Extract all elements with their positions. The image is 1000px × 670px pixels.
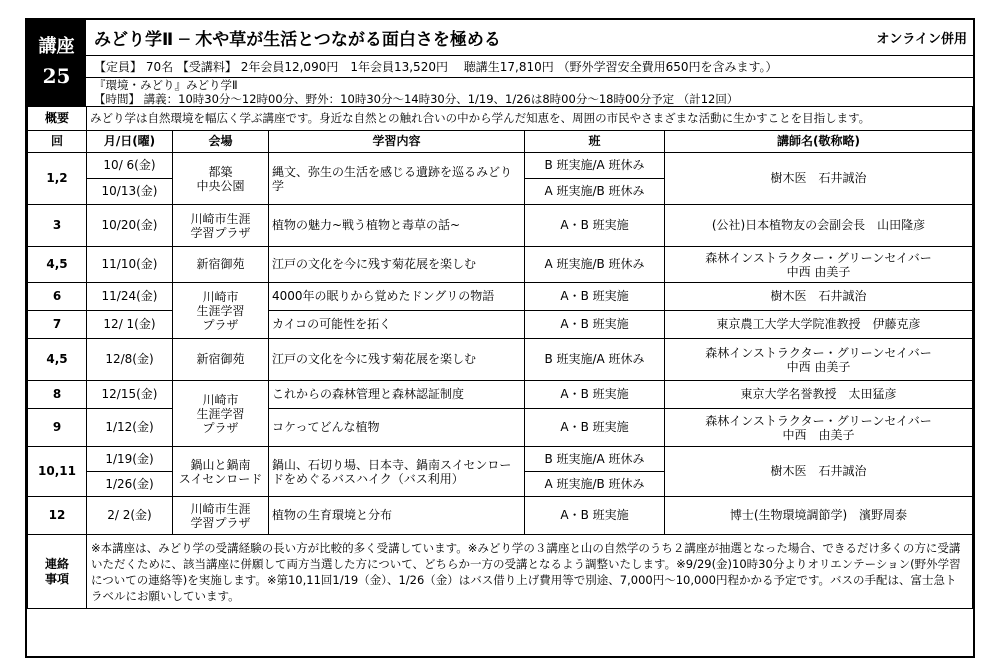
session-class: B 班実施/A 班休み — [525, 339, 665, 381]
session-date: 1/12(金) — [87, 409, 173, 447]
session-class: A・B 班実施 — [525, 205, 665, 247]
table-row — [28, 205, 973, 247]
session-no: 1,2 — [28, 153, 87, 205]
session-venue: 都築 中央公園 — [173, 153, 269, 205]
session-lecturer: 東京農工大学大学院准教授 伊藤克彦 — [665, 311, 973, 339]
session-content: 江戸の文化を今に残す菊花展を楽しむ — [269, 339, 525, 381]
session-lecturer: 森林インストラクター・グリーンセイバー 中西 由美子 — [665, 409, 973, 447]
session-lecturer: 森林インストラクター・グリーンセイバー 中西 由美子 — [665, 339, 973, 381]
session-class: A・B 班実施 — [525, 381, 665, 409]
session-no: 12 — [28, 497, 87, 535]
session-content: 植物の魅力~戦う植物と毒草の話~ — [269, 205, 525, 247]
session-no: 4,5 — [28, 339, 87, 381]
session-content: 植物の生育環境と分布 — [269, 497, 525, 535]
col-lecturer: 講師名(敬称略) — [665, 131, 973, 153]
session-date: 10/20(金) — [87, 205, 173, 247]
session-no: 4,5 — [28, 247, 87, 283]
session-class: A・B 班実施 — [525, 283, 665, 311]
session-date: 1/26(金) — [87, 472, 173, 497]
table-row — [28, 497, 973, 535]
info-block — [86, 78, 973, 106]
course-sheet — [25, 18, 975, 658]
summary-text: みどり学は自然環境を幅広く学ぶ講座です。身近な自然との触れ合いの中から学んだ知恵を、周囲の市民やさまざまな活動に生かすことを目指します。 — [87, 107, 973, 131]
session-content: コケってどんな植物 — [269, 409, 525, 447]
session-class: B 班実施/A 班休み — [525, 153, 665, 179]
session-date: 1/19(金) — [87, 447, 173, 472]
table-row — [28, 153, 973, 179]
col-venue: 会場 — [173, 131, 269, 153]
table-row — [28, 409, 973, 447]
session-venue: 新宿御苑 — [173, 339, 269, 381]
session-class: A 班実施/B 班休み — [525, 472, 665, 497]
session-no: 10,11 — [28, 447, 87, 497]
session-date: 12/8(金) — [87, 339, 173, 381]
session-class: A・B 班実施 — [525, 409, 665, 447]
session-no: 6 — [28, 283, 87, 311]
session-date: 2/ 2(金) — [87, 497, 173, 535]
course-title: みどり学Ⅱ ─ 木や草が生活とつながる面白さを極める — [94, 30, 501, 50]
fee-row: 【定員】 70名 【受講料】 2年会員12,090円 1年会員13,520円 聴講生17,810円 （野外学習安全費用650円を含みます。） — [86, 56, 973, 78]
session-date: 12/15(金) — [87, 381, 173, 409]
session-lecturer: (公社)日本植物友の会副会長 山田隆彦 — [665, 205, 973, 247]
session-content: 鍋山、石切り場、日本寺、鍋南スイセンロードをめぐるバスハイク（バス利用） — [269, 447, 525, 497]
session-lecturer: 博士(生物環境調節学) 濱野周泰 — [665, 497, 973, 535]
session-no: 9 — [28, 409, 87, 447]
table-row — [28, 283, 973, 311]
session-class: A 班実施/B 班休み — [525, 247, 665, 283]
session-class: A・B 班実施 — [525, 497, 665, 535]
table-row — [28, 447, 973, 472]
col-class: 班 — [525, 131, 665, 153]
session-content: これからの森林管理と森林認証制度 — [269, 381, 525, 409]
course-number: 25 — [42, 64, 71, 88]
table-row — [28, 381, 973, 409]
contact-row — [28, 535, 973, 609]
session-date: 11/24(金) — [87, 283, 173, 311]
session-no: 7 — [28, 311, 87, 339]
category-line: 『環境・みどり』みどり学Ⅱ — [94, 78, 238, 92]
course-label: 講座 — [38, 36, 75, 57]
session-lecturer: 樹木医 石井誠治 — [665, 447, 973, 497]
summary-row — [28, 107, 973, 131]
schedule-area — [27, 106, 973, 609]
session-date: 12/ 1(金) — [87, 311, 173, 339]
col-date: 月/日(曜) — [87, 131, 173, 153]
contact-label: 連絡 事項 — [28, 535, 87, 609]
table-row — [28, 339, 973, 381]
session-venue: 川崎市生涯 学習プラザ — [173, 205, 269, 247]
session-content: 4000年の眠りから覚めたドングリの物語 — [269, 283, 525, 311]
col-content: 学習内容 — [269, 131, 525, 153]
session-lecturer: 樹木医 石井誠治 — [665, 283, 973, 311]
session-class: A・B 班実施 — [525, 311, 665, 339]
session-no: 8 — [28, 381, 87, 409]
session-content: 江戸の文化を今に残す菊花展を楽しむ — [269, 247, 525, 283]
session-no: 3 — [28, 205, 87, 247]
schedule-table — [27, 106, 973, 609]
session-venue: 川崎市 生涯学習 プラザ — [173, 381, 269, 447]
col-no: 回 — [28, 131, 87, 153]
time-line: 【時間】 講義：10時30分～12時00分、野外：10時30分～14時30分、1/19、1/26は8時00分～18時00分予定 （計12回） — [94, 92, 739, 106]
session-date: 10/ 6(金) — [87, 153, 173, 179]
session-date: 10/13(金) — [87, 179, 173, 205]
summary-label: 概要 — [28, 107, 87, 131]
session-lecturer: 樹木医 石井誠治 — [665, 153, 973, 205]
session-venue: 川崎市生涯 学習プラザ — [173, 497, 269, 535]
header-row — [28, 131, 973, 153]
session-venue: 新宿御苑 — [173, 247, 269, 283]
session-venue: 鍋山と鍋南 スイセンロード — [173, 447, 269, 497]
session-lecturer: 森林インストラクター・グリーンセイバー 中西 由美子 — [665, 247, 973, 283]
course-header — [86, 20, 973, 106]
table-row — [28, 247, 973, 283]
session-lecturer: 東京大学名誉教授 太田猛彦 — [665, 381, 973, 409]
session-content: カイコの可能性を拓く — [269, 311, 525, 339]
title-row — [86, 20, 973, 56]
session-class: B 班実施/A 班休み — [525, 447, 665, 472]
session-venue: 川崎市 生涯学習 プラザ — [173, 283, 269, 339]
table-row — [28, 311, 973, 339]
course-number-tab — [27, 20, 86, 106]
session-date: 11/10(金) — [87, 247, 173, 283]
online-badge: オンライン併用 — [876, 32, 967, 47]
session-class: A 班実施/B 班休み — [525, 179, 665, 205]
session-content: 縄文、弥生の生活を感じる遺跡を巡るみどり学 — [269, 153, 525, 205]
contact-text: ※本講座は、みどり学の受講経験の長い方が比較的多く受講しています。※みどり学の３講座と山の自然学のうち２講座が抽選となった場合、できるだけ多くの方に受講いただくために、該当講座に併願して両方当選した方について、どちらか一方の受講となるよう調整いたします。※9/29(金)10時30分よりオリエンテーション(野外学習についての連絡等)を実施します。※第10,11回1/19（金）、1/26（金）はバス借り上げ費用等で別途、7,000円～10,000円程かかる予定です。バスの手配は、富士急トラベルにお願いしています。 — [87, 535, 973, 609]
